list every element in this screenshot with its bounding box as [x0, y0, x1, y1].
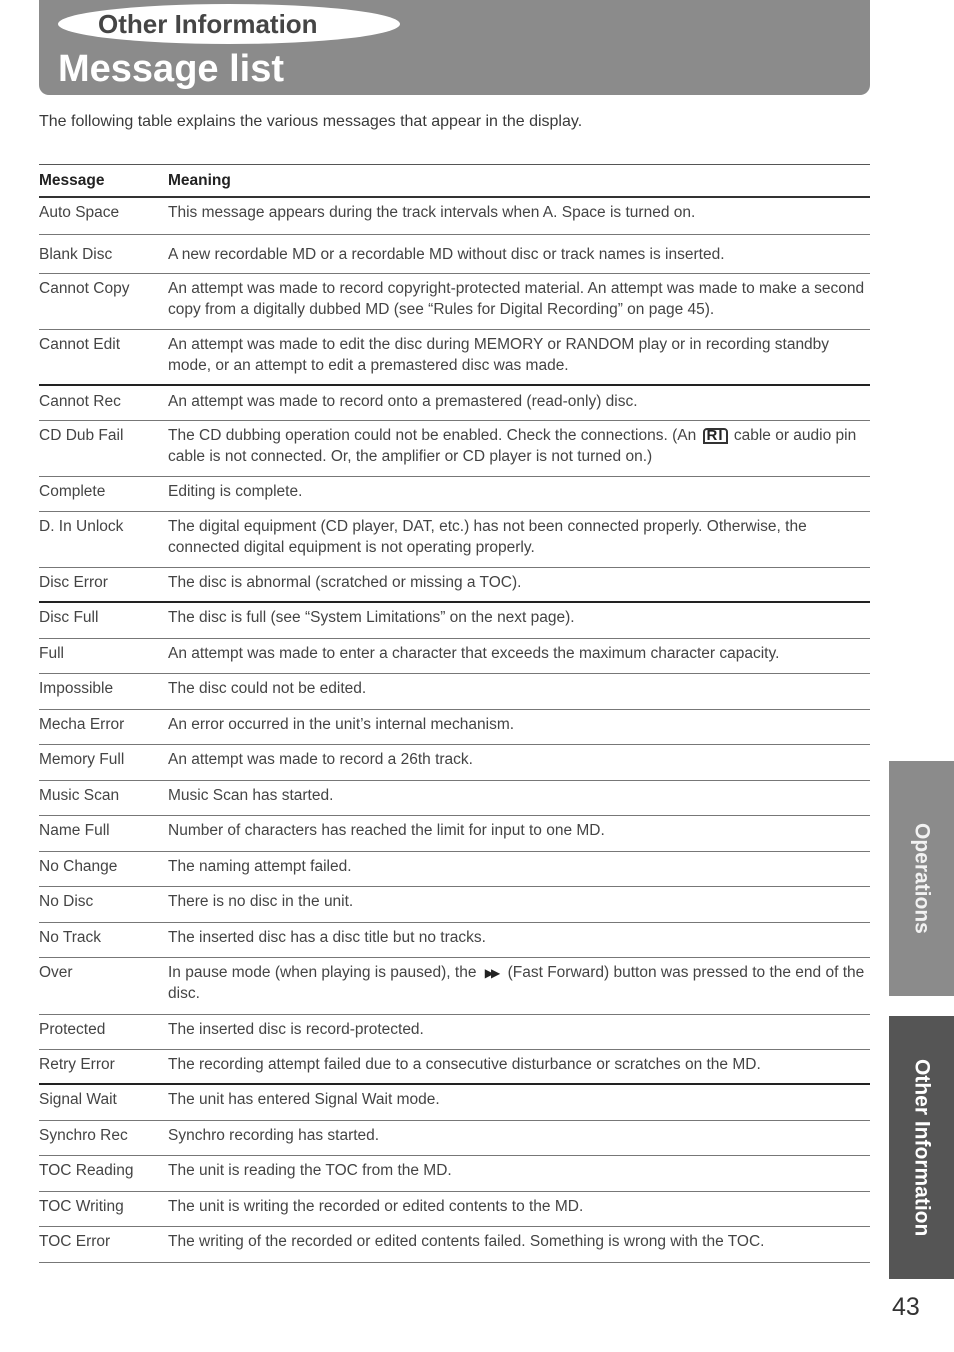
column-header-message: Message	[39, 171, 105, 189]
message-cell: Cannot Edit	[39, 336, 120, 353]
meaning-cell: The inserted disc is record-protected.	[168, 1021, 424, 1038]
fast-forward-icon: ▶▶	[484, 966, 498, 980]
table-row	[39, 923, 870, 958]
message-cell: Complete	[39, 483, 106, 500]
side-tab-other-information-label: Other Information	[910, 1058, 934, 1237]
table-row	[39, 1050, 870, 1085]
message-cell: No Track	[39, 929, 102, 946]
meaning-cell: The naming attempt failed.	[168, 858, 352, 875]
message-cell: Blank Disc	[39, 246, 113, 263]
message-cell: No Change	[39, 858, 118, 875]
meaning-text-end: (Fast Forward) button was pressed to the end of the disc.	[168, 964, 865, 1002]
table-row	[39, 477, 870, 512]
column-header-meaning: Meaning	[168, 171, 231, 189]
message-cell: Memory Full	[39, 751, 125, 768]
message-cell: Synchro Rec	[39, 1127, 128, 1144]
meaning-cell: An error occurred in the unit’s internal mechanism.	[168, 716, 515, 733]
message-cell: No Disc	[39, 893, 94, 910]
message-cell: Signal Wait	[39, 1091, 117, 1108]
meaning-cell: This message appears during the track intervals when A. Space is turned on.	[168, 204, 696, 221]
section-label-text: Other Information	[98, 8, 318, 39]
table-row	[39, 1085, 870, 1121]
table-row	[39, 568, 870, 603]
meaning-cell: Music Scan has started.	[168, 787, 334, 804]
page-title: Message list	[58, 48, 284, 90]
meaning-cell: An attempt was made to record onto a premastered (read-only) disc.	[168, 393, 638, 410]
table-row	[39, 1227, 870, 1263]
section-label	[58, 4, 400, 44]
table-row	[39, 386, 870, 421]
remote-interactive-icon: RI	[703, 428, 728, 444]
meaning-cell: Editing is complete.	[168, 483, 303, 500]
table-row	[39, 603, 870, 639]
table-row	[39, 639, 870, 674]
table-row	[39, 958, 870, 1015]
table-row	[39, 887, 870, 923]
meaning-cell: An attempt was made to edit the disc during MEMORY or RANDOM play or in recording standby mode, or an attempt to edit a premastered disc was made.	[168, 336, 830, 374]
table-row	[39, 1015, 870, 1050]
message-cell: Cannot Rec	[39, 393, 121, 410]
table-row	[39, 781, 870, 816]
meaning-cell: Synchro recording has started.	[168, 1127, 380, 1144]
meaning-text-start: In pause mode (when playing is paused), the	[168, 964, 477, 981]
meaning-cell: The unit is writing the recorded or edited contents to the MD.	[168, 1198, 584, 1215]
table-row	[39, 674, 870, 710]
meaning-cell: A new recordable MD or a recordable MD without disc or track names is inserted.	[168, 246, 725, 263]
meaning-cell: The writing of the recorded or edited contents failed. Something is wrong with the TOC.	[168, 1233, 765, 1250]
meaning-cell: The disc is full (see “System Limitations” on the next page).	[168, 609, 575, 626]
message-cell: Disc Full	[39, 609, 99, 626]
table-row	[39, 235, 870, 274]
meaning-cell: An attempt was made to record copyright-protected material. An attempt was made to make a second copy from a digitally dubbed MD (see “Rules for Digital Recording” on page 45).	[168, 280, 865, 318]
message-cell: TOC Error	[39, 1233, 111, 1250]
message-cell: Music Scan	[39, 787, 120, 804]
message-cell: Cannot Copy	[39, 280, 130, 297]
table-row	[39, 1121, 870, 1156]
table-row	[39, 852, 870, 887]
message-cell: D. In Unlock	[39, 518, 124, 535]
message-cell: Retry Error	[39, 1056, 115, 1073]
side-tab-operations	[889, 761, 954, 996]
message-cell: Auto Space	[39, 204, 120, 221]
message-cell: CD Dub Fail	[39, 427, 124, 444]
side-tab-operations-label: Operations	[910, 823, 934, 934]
table-row	[39, 274, 870, 330]
meaning-cell	[168, 426, 870, 476]
meaning-cell: The unit is reading the TOC from the MD.	[168, 1162, 452, 1179]
message-cell: Protected	[39, 1021, 106, 1038]
meaning-cell: The inserted disc has a disc title but no tracks.	[168, 929, 486, 946]
message-cell: Over	[39, 964, 73, 981]
message-cell: TOC Reading	[39, 1162, 134, 1179]
side-tab-other-information	[889, 1016, 954, 1279]
message-cell: Impossible	[39, 680, 114, 697]
message-cell: Mecha Error	[39, 716, 125, 733]
meaning-text-end: cable or audio pin cable is not connected. Or, the amplifier or CD player is not turned on.)	[168, 427, 857, 465]
table-row	[39, 421, 870, 477]
meaning-cell: An attempt was made to record a 26th track.	[168, 751, 473, 768]
table-row	[39, 1192, 870, 1227]
meaning-cell: There is no disc in the unit.	[168, 893, 354, 910]
message-table	[39, 164, 870, 1263]
table-row	[39, 710, 870, 745]
meaning-cell: An attempt was made to enter a character that exceeds the maximum character capacity.	[168, 645, 780, 662]
message-cell: TOC Writing	[39, 1198, 124, 1215]
table-row	[39, 512, 870, 568]
table-row	[39, 816, 870, 852]
table-row	[39, 1156, 870, 1192]
table-row	[39, 198, 870, 235]
table-row	[39, 745, 870, 781]
meaning-text-start: The CD dubbing operation could not be enabled. Check the connections. (An	[168, 427, 697, 444]
table-row	[39, 330, 870, 386]
message-cell: Full	[39, 645, 64, 662]
meaning-cell: The unit has entered Signal Wait mode.	[168, 1091, 440, 1108]
meaning-cell: The recording attempt failed due to a consecutive disturbance or scratches on the MD.	[168, 1056, 761, 1073]
meaning-cell: The digital equipment (CD player, DAT, etc.) has not been connected properly. Otherwise, the connected digital equipment is not operating properly.	[168, 518, 807, 556]
meaning-cell	[168, 963, 870, 1014]
meaning-cell: Number of characters has reached the limit for input to one MD.	[168, 822, 605, 839]
meaning-cell: The disc is abnormal (scratched or missing a TOC).	[168, 574, 522, 591]
message-cell: Disc Error	[39, 574, 108, 591]
intro-text: The following table explains the various messages that appear in the display.	[39, 113, 583, 130]
table-header	[39, 164, 870, 198]
page-number: 43	[892, 1293, 920, 1321]
meaning-cell: The disc could not be edited.	[168, 680, 367, 697]
message-cell: Name Full	[39, 822, 110, 839]
